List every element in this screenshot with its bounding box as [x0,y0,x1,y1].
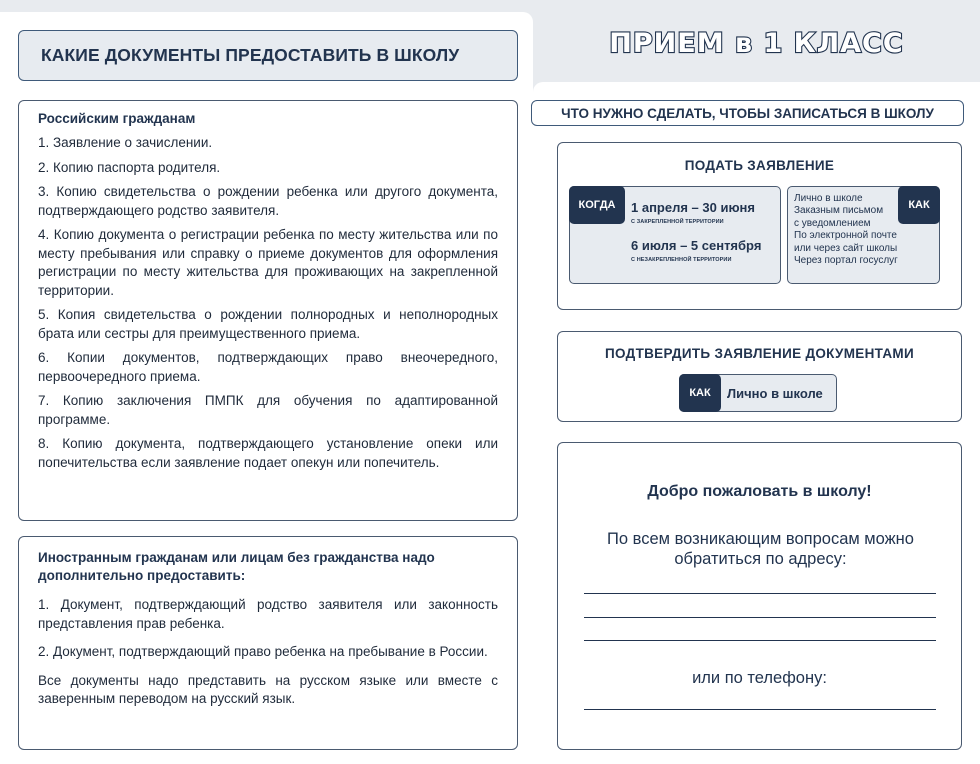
how-item: Через портал госуслуг [794,255,898,267]
welcome-card [557,442,962,750]
contact-text: По всем возникающим вопросам можно обратиться по адресу: [607,530,914,568]
russian-doc-item-4: 4. Копию документа о регистрации ребенка по месту жительства или по месту пребывания или справку о приеме документов для оформления регистрации по месту жительства для проживающих на закрепленной территории. [38,227,498,298]
how-item: с уведомлением [794,217,871,229]
russian-doc-item-1: 1. Заявление о зачислении. [38,135,213,150]
date-range-1: 1 апреля – 30 июня [631,200,755,215]
address-blank-line [584,593,936,594]
address-blank-line [584,640,936,641]
confirm-title: ПОДТВЕРДИТЬ ЗАЯВЛЕНИЕ ДОКУМЕНТАМИ [605,346,914,361]
how-item: Заказным письмом [794,205,884,217]
address-blank-line [584,617,936,618]
confirm-card [557,331,962,422]
steps-header: ЧТО НУЖНО СДЕЛАТЬ, ЧТОБЫ ЗАПИСАТЬСЯ В ШКОЛУ [531,100,964,126]
documents-header: КАКИЕ ДОКУМЕНТЫ ПРЕДОСТАВИТЬ В ШКОЛУ [18,30,518,81]
date-range-2-note: С НЕЗАКРЕПЛЕННОЙ ТЕРРИТОРИИ [631,257,732,263]
confirm-method [679,374,837,412]
foreign-citizens-box [18,536,518,750]
how-list [794,193,898,267]
how-card [787,186,940,284]
russian-citizens-box [18,100,518,521]
date-range-1-note: С ЗАКРЕПЛЕННОЙ ТЕРРИТОРИИ [631,219,724,225]
when-card [569,186,781,284]
apply-card [557,142,962,310]
page-title: ПРИЕМ в 1 КЛАСС [609,28,904,59]
foreign-citizens-title: Иностранным гражданам или лицам без гражданства надо дополнительно предоставить: [38,550,435,583]
russian-doc-item-8: 8. Копию документа, подтверждающего установление опеки или попечительства если заявление подает опекун или попечитель. [38,436,498,470]
how-item: или через сайт школы [794,242,898,254]
welcome-title: Добро пожаловать в школу! [647,483,872,500]
date-range-2: 6 июля – 5 сентября [631,238,762,253]
confirm-method-value: Лично в школе [727,385,823,401]
russian-doc-item-7: 7. Копию заключения ПМПК для обучения по адаптированной программе. [38,393,498,427]
how-item: По электронной почте [794,230,897,242]
foreign-doc-note: Все документы надо представить на русском языке или вместе с заверенным переводом на русский язык. [38,672,498,706]
foreign-doc-item-1: 1. Документ, подтверждающий родство заявителя или законность представления прав ребенка. [38,597,498,631]
when-tag: КОГДА [569,186,625,224]
phone-text: или по телефону: [692,669,827,687]
foreign-doc-item-2: 2. Документ, подтверждающий право ребенка на пребывание в России. [38,644,488,659]
phone-blank-line [584,709,936,710]
russian-citizens-title: Российским гражданам [38,111,196,126]
russian-doc-item-6: 6. Копии документов, подтверждающих право внеочередного, первоочередного приема. [38,350,498,384]
russian-doc-item-3: 3. Копию свидетельства о рождении ребенка или другого документа, подтверждающего родство заявителя. [38,184,498,218]
russian-doc-item-2: 2. Копию паспорта родителя. [38,159,221,175]
how-tag: КАК [898,186,940,224]
how-item: Лично в школе [794,193,863,204]
russian-doc-item-5: 5. Копия свидетельства о рождении полнородных и неполнородных брата или сестры для преимущественного приема. [38,307,498,341]
apply-title: ПОДАТЬ ЗАЯВЛЕНИЕ [684,158,835,173]
confirm-how-tag: КАК [679,374,721,412]
